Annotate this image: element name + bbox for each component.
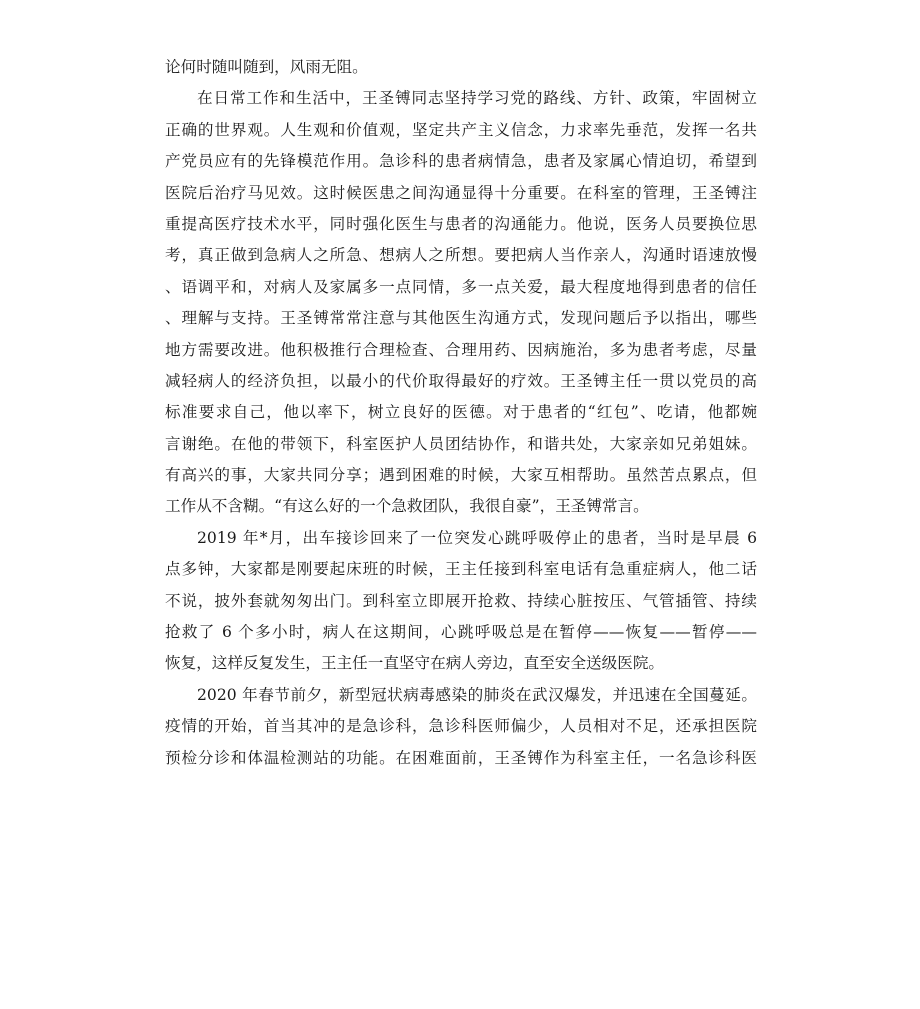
paragraph-first-line: 2019 年*月，出车接诊回来了一位突发心跳呼吸停止的患者，当时是早晨 6 [197,528,757,547]
text-line: 重提高医疗技术水平，同时强化医生与患者的沟通能力。他说，医务人员要换位思 [165,214,757,233]
text-line: 地方需要改进。他积极推行合理检查、合理用药、因病施治，多为患者考虑，尽量 [165,340,757,359]
text-line: 工作从不含糊。“有这么好的一个急救团队，我很自豪”，王圣镈常言。 [165,497,649,516]
text-line: 医院后治疗马见效。这时候医患之间沟通显得十分重要。在科室的管理，王圣镈注 [165,183,757,202]
body-text [165,52,757,774]
text-line: 正确的世界观。人生观和价值观，坚定共产主义信念，力求率先垂范，发挥一名共 [165,120,757,139]
text-line: 抢救了 6 个多小时，病人在这期间，心跳呼吸总是在暂停——恢复——暂停—— [165,623,757,642]
text-line: 减轻病人的经济负担，以最小的代价取得最好的疗效。王圣镈主任一贯以党员的高 [165,371,757,390]
text-line: 恢复，这样反复发生，王主任一直坚守在病人旁边，直至安全送级医院。 [165,654,665,673]
text-line: 言谢绝。在他的带领下，科室医护人员团结协作，和谐共处，大家亲如兄弟姐妹。 [165,434,757,453]
text-line: 有高兴的事，大家共同分享；遇到困难的时候，大家互相帮助。虽然苦点累点，但 [165,466,757,485]
text-line: 、语调平和，对病人及家属多一点同情，多一点关爱，最大程度地得到患者的信任 [165,277,757,296]
paragraph-first-line: 在日常工作和生活中，王圣镈同志坚持学习党的路线、方针、政策，牢固树立 [197,89,757,108]
text-line: 不说，披外套就匆匆出门。到科室立即展开抢救、持续心脏按压、气管插管、持续 [165,591,757,610]
paragraph-first-line: 2020 年春节前夕，新型冠状病毒感染的肺炎在武汉爆发，并迅速在全国蔓延。 [197,685,757,704]
text-line: 产党员应有的先锋模范作用。急诊科的患者病情急，患者及家属心情迫切，希望到 [165,152,757,171]
text-line: 标准要求自己，他以率下，树立良好的医德。对于患者的“红包”、吃请，他都婉 [165,403,757,422]
text-line: 预检分诊和体温检测站的功能。在困难面前，王圣镈作为科室主任，一名急诊科医 [165,748,757,767]
text-line: 考，真正做到急病人之所急、想病人之所想。要把病人当作亲人，沟通时语速放慢 [165,246,757,265]
text-line: 点多钟，大家都是刚要起床班的时候，王主任接到科室电话有急重症病人，他二话 [165,560,757,579]
text-line: 疫情的开始，首当其冲的是急诊科，急诊科医师偏少，人员相对不足，还承担医院 [165,717,757,736]
text-line: 、理解与支持。王圣镈常常注意与其他医生沟通方式，发现问题后予以指出，哪些 [165,309,757,328]
text-line: 论何时随叫随到，风雨无阻。 [165,58,368,76]
